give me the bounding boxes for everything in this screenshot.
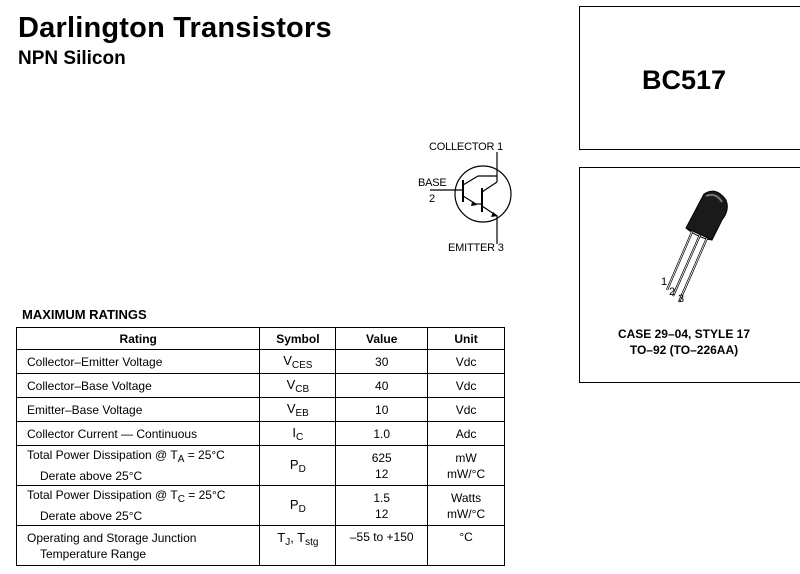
- page-title: Darlington Transistors: [18, 12, 332, 44]
- pin-label-1: 1: [661, 276, 668, 288]
- case-description: [580, 326, 788, 358]
- rating-cell: Collector Current — Continuous: [17, 422, 260, 446]
- pin-label-3: 3: [678, 293, 685, 305]
- symbol-cell: $P_D$: [260, 446, 336, 486]
- rating-cell: Total Power Dissipation @ $T_C = 25^\circ C$ Derate above 25°C: [17, 486, 260, 526]
- symbol-cell: $I_C$: [260, 422, 336, 446]
- symbol-cell: $V_{CB}$: [260, 374, 336, 398]
- to92-package-drawing: [650, 188, 760, 308]
- rating-cell: Operating and Storage Junction Temperature Range: [17, 526, 260, 566]
- table-row: [17, 374, 505, 398]
- value-cell: 625 12: [336, 446, 428, 486]
- value-cell: 1.0: [336, 422, 428, 446]
- symbol-cell: $P_D$: [260, 486, 336, 526]
- value-cell: 30: [336, 350, 428, 374]
- unit-cell: °C: [428, 526, 505, 566]
- table-header-row: [17, 328, 505, 350]
- darlington-schematic-symbol: [430, 152, 520, 244]
- unit-cell: mW mW/°C: [428, 446, 505, 486]
- table-row: [17, 446, 505, 486]
- base-label: BASE: [418, 177, 447, 189]
- package-box: [579, 167, 800, 383]
- case-line-1: CASE 29–04, STYLE 17: [617, 327, 751, 341]
- symbol-cell: $V_{CES}$: [260, 350, 336, 374]
- value-cell: 10: [336, 398, 428, 422]
- maximum-ratings-table: [16, 327, 505, 566]
- column-header-value: Value: [336, 328, 428, 350]
- unit-cell: Vdc: [428, 398, 505, 422]
- rating-cell: Collector–Base Voltage: [17, 374, 260, 398]
- unit-cell: Vdc: [428, 350, 505, 374]
- rating-cell: Collector–Emitter Voltage: [17, 350, 260, 374]
- column-header-rating: Rating: [17, 328, 260, 350]
- part-number: BC517: [641, 65, 727, 95]
- page-subtitle: NPN Silicon: [18, 48, 126, 69]
- case-line-2: TO–92 (TO–226AA): [629, 343, 739, 357]
- base-pin-label: 2: [429, 193, 435, 205]
- table-row: [17, 350, 505, 374]
- unit-cell: Adc: [428, 422, 505, 446]
- pin-label-2: 2: [669, 286, 676, 298]
- value-cell: 1.5 12: [336, 486, 428, 526]
- ratings-heading: MAXIMUM RATINGS: [22, 307, 147, 322]
- emitter-label: EMITTER 3: [448, 242, 504, 254]
- value-cell: –55 to +150: [336, 526, 428, 566]
- unit-cell: Vdc: [428, 374, 505, 398]
- rating-cell: Emitter–Base Voltage: [17, 398, 260, 422]
- symbol-cell: $V_{EB}$: [260, 398, 336, 422]
- table-row: [17, 422, 505, 446]
- symbol-cell: $T_J$, $T_{stg}$: [260, 526, 336, 566]
- rating-cell: Total Power Dissipation @ $T_A = 25^\circ C$ Derate above 25°C: [17, 446, 260, 486]
- table-row: [17, 526, 505, 566]
- part-number-box: [579, 6, 800, 150]
- unit-cell: Watts mW/°C: [428, 486, 505, 526]
- value-cell: 40: [336, 374, 428, 398]
- column-header-symbol: Symbol: [260, 328, 336, 350]
- collector-label: COLLECTOR 1: [429, 141, 504, 153]
- column-header-unit: Unit: [428, 328, 505, 350]
- table-row: [17, 398, 505, 422]
- table-row: [17, 486, 505, 526]
